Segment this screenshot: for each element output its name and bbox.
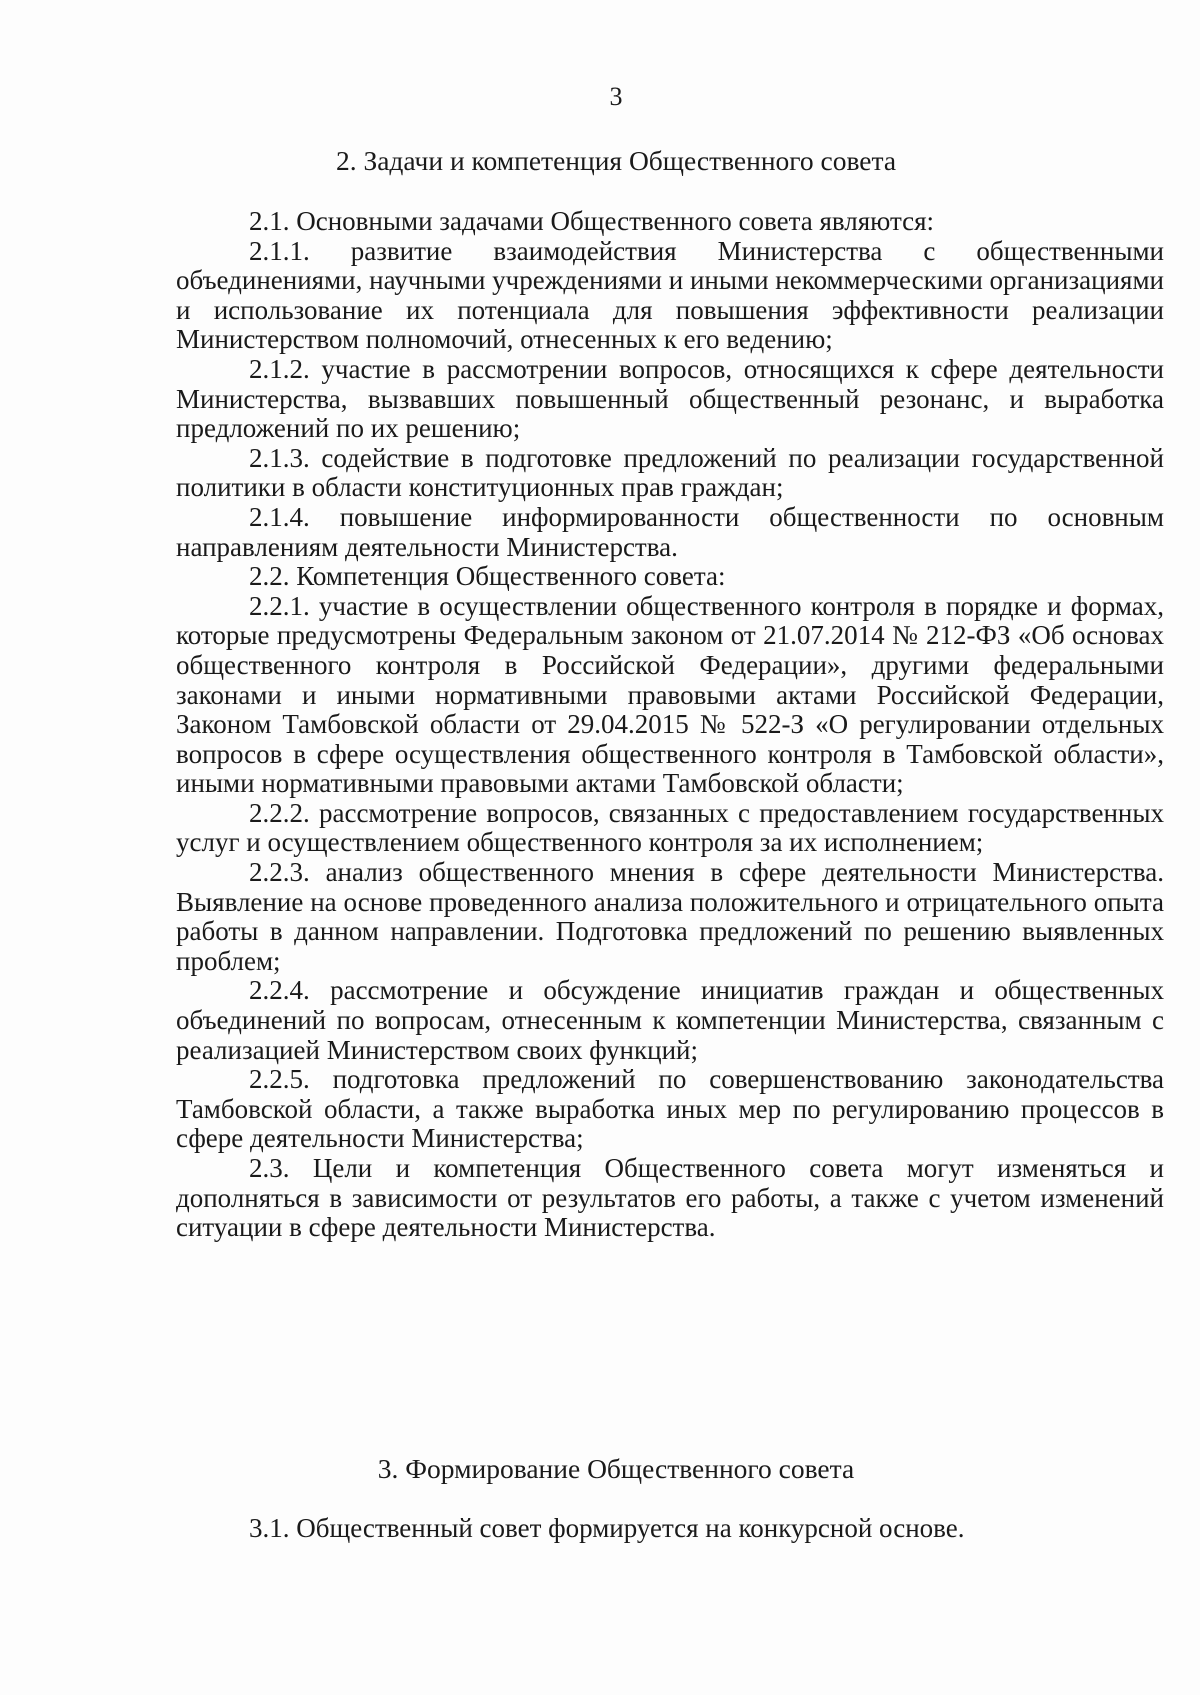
paragraph-2-1-3: 2.1.3. содействие в подготовке предложений по реализации государственной политики в области конституционных прав граждан; <box>176 442 1164 503</box>
paragraph-2-1: 2.1. Основными задачами Общественного совета являются: <box>249 206 935 236</box>
paragraph-2-3: 2.3. Цели и компетенция Общественного совета могут изменяться и дополняться в зависимости от результатов его работы, а также с учетом изменений ситуации в сфере деятельности Министерства. <box>176 1153 1164 1243</box>
paragraph-2-2-2: 2.2.2. рассмотрение вопросов, связанных с предоставлением государственных услуг и осуществлением общественного контроля за их исполнением; <box>176 797 1164 858</box>
section-2-heading: 2. Задачи и компетенция Общественного совета <box>335 145 897 176</box>
section-2-body <box>176 207 1164 1243</box>
section-3-body <box>176 1514 1164 1544</box>
paragraph-2-1-1: 2.1.1. развитие взаимодействия Министерства с общественными объединениями, научными учреждениями и иными некоммерческими организациями и использование их потенциала для повышения эффективности реализации Министерством полномочий, отнесенных к его ведению; <box>176 235 1164 355</box>
paragraph-2-2-1: 2.2.1. участие в осуществлении общественного контроля в порядке и формах, которые предусмотрены Федеральным законом от 21.07.2014 № 212-ФЗ «Об основах общественного контроля в Российской Федерации», другими федеральными законами и иными нормативными правовыми актами Российской Федерации, Законом Тамбовской области от 29.04.2015 № 522-З «О регулировании отдельных вопросов в сфере осуществления общественного контроля в Тамбовской области», иными нормативными правовыми актами Тамбовской области; <box>176 590 1164 799</box>
paragraph-2-1-4: 2.1.4. повышение информированности общественности по основным направлениям деятельности Министерства. <box>176 501 1164 562</box>
paragraph-2-1-2: 2.1.2. участие в рассмотрении вопросов, относящихся к сфере деятельности Министерства, вызвавших повышенный общественный резонанс, и выработка предложений по их решению; <box>176 353 1164 444</box>
paragraph-3-1: 3.1. Общественный совет формируется на конкурсной основе. <box>249 1513 965 1543</box>
paragraph-2-2: 2.2. Компетенция Общественного совета: <box>249 561 726 592</box>
paragraph-2-2-3: 2.2.3. анализ общественного мнения в сфере деятельности Министерства. Выявление на основе проведенного анализа положительного и отрицательного опыта работы в данном направлении. Подготовка предложений по решению выявленных проблем; <box>176 857 1164 976</box>
paragraph-2-2-5: 2.2.5. подготовка предложений по совершенствованию законодательства Тамбовской области, а также выработка иных мер по регулированию процессов в сфере деятельности Министерства; <box>176 1064 1164 1154</box>
section-3-heading: 3. Формирование Общественного совета <box>377 1453 855 1484</box>
paragraph-2-2-4: 2.2.4. рассмотрение и обсуждение инициатив граждан и общественных объединений по вопросам, отнесенным к компетенции Министерства, связанным с реализацией Министерством своих функций; <box>176 975 1164 1065</box>
page-number: 3 <box>609 82 623 111</box>
